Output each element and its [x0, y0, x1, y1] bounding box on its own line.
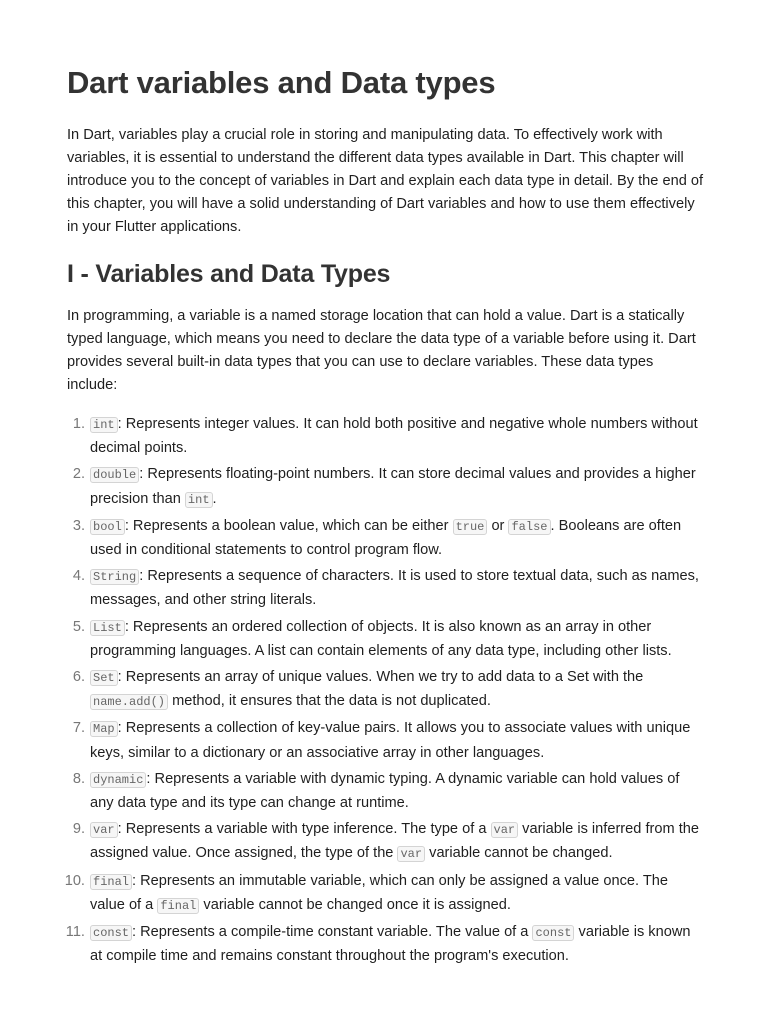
list-item-var: [67, 818, 704, 866]
list-number: 10.: [64, 872, 85, 889]
item-text: : Represents a boolean value, which can be either: [124, 517, 453, 534]
item-text: : Represents floating-point numbers. It can store decimal values and provides a higher precision than: [90, 466, 696, 507]
inline-code: String: [90, 569, 139, 585]
inline-code: var: [90, 822, 118, 838]
item-text: variable is known at compile time and remains constant throughout the program's execution.: [90, 924, 691, 965]
inline-code: final: [90, 874, 132, 890]
item-text: : Represents an array of unique values. When we try to add data to a Set with the: [117, 669, 644, 686]
inline-code: int: [90, 417, 118, 433]
item-text: variable cannot be changed once it is assigned.: [199, 896, 511, 913]
list-item-list: [67, 616, 704, 663]
item-text: . Booleans are often used in conditional statements to control program flow.: [90, 517, 682, 559]
inline-code: var: [397, 846, 425, 862]
section-paragraph: In programming, a variable is a named storage location that can hold a value. Dart is a statically typed language, which means you need to declare the data type of a variable before using it. Dart provides several built-in data types that you can use to declare variables. These data types include:: [67, 308, 696, 393]
inline-code: int: [185, 492, 213, 508]
inline-code: Set: [90, 670, 118, 686]
item-text: variable is inferred from the assigned value. Once assigned, the type of the: [90, 821, 699, 862]
list-number: 7.: [72, 720, 85, 737]
inline-code: const: [90, 925, 132, 941]
item-text: : Represents a variable with type inference. The type of a: [117, 821, 491, 838]
inline-code: name.add(): [90, 694, 168, 710]
item-text: : Represents a compile-time constant variable. The value of a: [132, 924, 533, 941]
item-text: : Represents a variable with dynamic typing. A dynamic variable can hold values of any data type and its type can change at runtime.: [90, 770, 680, 812]
list-number: 6.: [72, 669, 85, 686]
item-text: : Represents a sequence of characters. It is used to store textual data, such as names, messages, and other string literals.: [90, 568, 699, 609]
list-item-map: [67, 717, 704, 764]
inline-code: Map: [90, 721, 118, 737]
list-item-set: [67, 666, 704, 714]
list-item-final: [64, 870, 704, 918]
list-number: 11.: [65, 924, 85, 941]
inline-code: const: [532, 925, 574, 941]
page-title: Dart variables and Data types: [67, 65, 496, 100]
item-text: method, it ensures that the data is not duplicated.: [168, 693, 491, 710]
inline-code: var: [491, 822, 519, 838]
section-heading: I - Variables and Data Types: [67, 260, 391, 288]
data-types-list: [64, 413, 704, 968]
inline-code: bool: [90, 519, 125, 535]
list-number: 1.: [72, 416, 85, 432]
list-number: 9.: [72, 821, 85, 838]
list-number: 4.: [72, 568, 85, 585]
list-number: 8.: [72, 770, 85, 787]
item-text: .: [212, 490, 217, 507]
item-text: : Represents an ordered collection of objects. It is also known as an array in other programming languages. A list can contain elements of any data type, including other lists.: [90, 618, 672, 659]
inline-code: double: [90, 467, 139, 483]
intro-paragraph: In Dart, variables play a crucial role in storing and manipulating data. To effectively work with variables, it is essential to understand the different data types available in Dart. This chapter will introduce you to the concept of variables in Dart and explain each data type in detail. By the end of this chapter, you will have a solid understanding of Dart variables and how to use them effectively in your Flutter applications.: [67, 127, 704, 235]
inline-code: true: [453, 519, 488, 535]
inline-code: final: [157, 898, 199, 914]
list-item-dynamic: [67, 768, 704, 815]
inline-code: List: [90, 620, 125, 636]
list-item-double: [67, 463, 704, 511]
inline-code: dynamic: [90, 772, 146, 788]
list-number: 3.: [72, 517, 85, 534]
list-item-string: [67, 565, 704, 612]
item-text: : Represents integer values. It can hold both positive and negative whole numbers without decimal points.: [90, 416, 698, 457]
list-number: 2.: [72, 466, 85, 483]
inline-code: false: [508, 519, 550, 535]
item-text: : Represents a collection of key-value pairs. It allows you to associate values with unique keys, similar to a dictionary or an associative array in other languages.: [90, 720, 691, 761]
item-text: : Represents an immutable variable, which can only be assigned a value once. The value of a: [90, 872, 668, 913]
list-item-const: [67, 921, 704, 968]
list-number: 5.: [72, 618, 85, 635]
item-text: variable cannot be changed.: [425, 845, 613, 862]
item-text: or: [487, 517, 509, 534]
list-item-bool: [67, 515, 704, 562]
list-item-int: [67, 413, 704, 460]
